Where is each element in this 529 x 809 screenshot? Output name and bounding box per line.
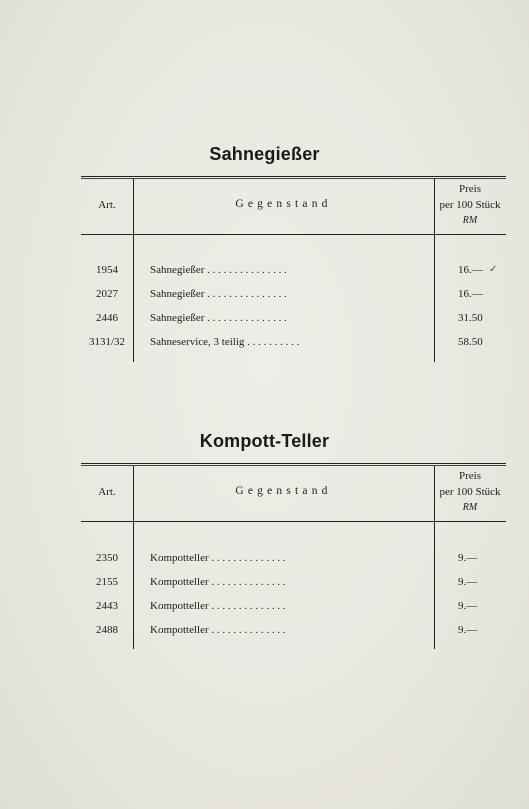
item-name: Kompotteller . . . . . . . . . . . . . .	[150, 576, 286, 588]
header-gegenstand: Gegenstand	[235, 485, 332, 497]
section-title-kompott-teller: Kompott-Teller	[199, 431, 330, 451]
item-price: 31.50	[458, 312, 483, 324]
item-name: Sahneservice, 3 teilig . . . . . . . . . .	[150, 336, 300, 348]
article-number: 2446	[96, 312, 118, 324]
table-row	[81, 624, 506, 640]
header-gegenstand: Gegenstand	[235, 198, 332, 210]
table-top-rule	[81, 176, 506, 179]
table-top-rule	[81, 463, 506, 466]
item-name: Sahnegießer . . . . . . . . . . . . . . .	[150, 264, 287, 276]
section-title-sahnegiesser: Sahnegießer	[209, 144, 320, 164]
article-number: 2155	[96, 576, 118, 588]
article-number: 2488	[96, 624, 118, 636]
article-number: 2443	[96, 600, 118, 612]
header-bottom-rule	[81, 521, 506, 522]
article-number: 1954	[96, 264, 118, 276]
item-price: 16.—	[458, 288, 483, 300]
table-row	[81, 336, 506, 352]
table-row	[81, 600, 506, 616]
header-art: Art.	[98, 199, 116, 211]
check-mark-icon: ✓	[489, 264, 498, 275]
header-preis-per-100: per 100 Stück	[439, 486, 501, 498]
table-row	[81, 264, 506, 280]
header-art: Art.	[98, 486, 116, 498]
item-price: 9.—	[458, 624, 478, 636]
item-name: Kompotteller . . . . . . . . . . . . . .	[150, 600, 286, 612]
item-price: 9.—	[458, 552, 478, 564]
item-price: 16.—	[458, 264, 483, 276]
item-name: Sahnegießer . . . . . . . . . . . . . . .	[150, 288, 287, 300]
table-row	[81, 552, 506, 568]
header-currency-unit: RM	[462, 502, 478, 513]
item-name: Kompotteller . . . . . . . . . . . . . .	[150, 552, 286, 564]
table-row	[81, 288, 506, 304]
header-preis-per-100: per 100 Stück	[439, 199, 501, 211]
header-preis	[434, 468, 506, 516]
header-currency-unit: RM	[462, 215, 478, 226]
header-preis	[434, 181, 506, 229]
item-name: Sahnegießer . . . . . . . . . . . . . . .	[150, 312, 287, 324]
header-preis-label: Preis	[459, 470, 481, 482]
item-price: 58.50	[458, 336, 483, 348]
header-bottom-rule	[81, 234, 506, 235]
table-row	[81, 576, 506, 592]
item-price: 9.—	[458, 576, 478, 588]
article-number: 2350	[96, 552, 118, 564]
header-preis-label: Preis	[459, 183, 481, 195]
table-row	[81, 312, 506, 328]
article-number: 2027	[96, 288, 118, 300]
article-number: 3131/32	[88, 336, 126, 348]
item-name: Kompotteller . . . . . . . . . . . . . .	[150, 624, 286, 636]
item-price: 9.—	[458, 600, 478, 612]
